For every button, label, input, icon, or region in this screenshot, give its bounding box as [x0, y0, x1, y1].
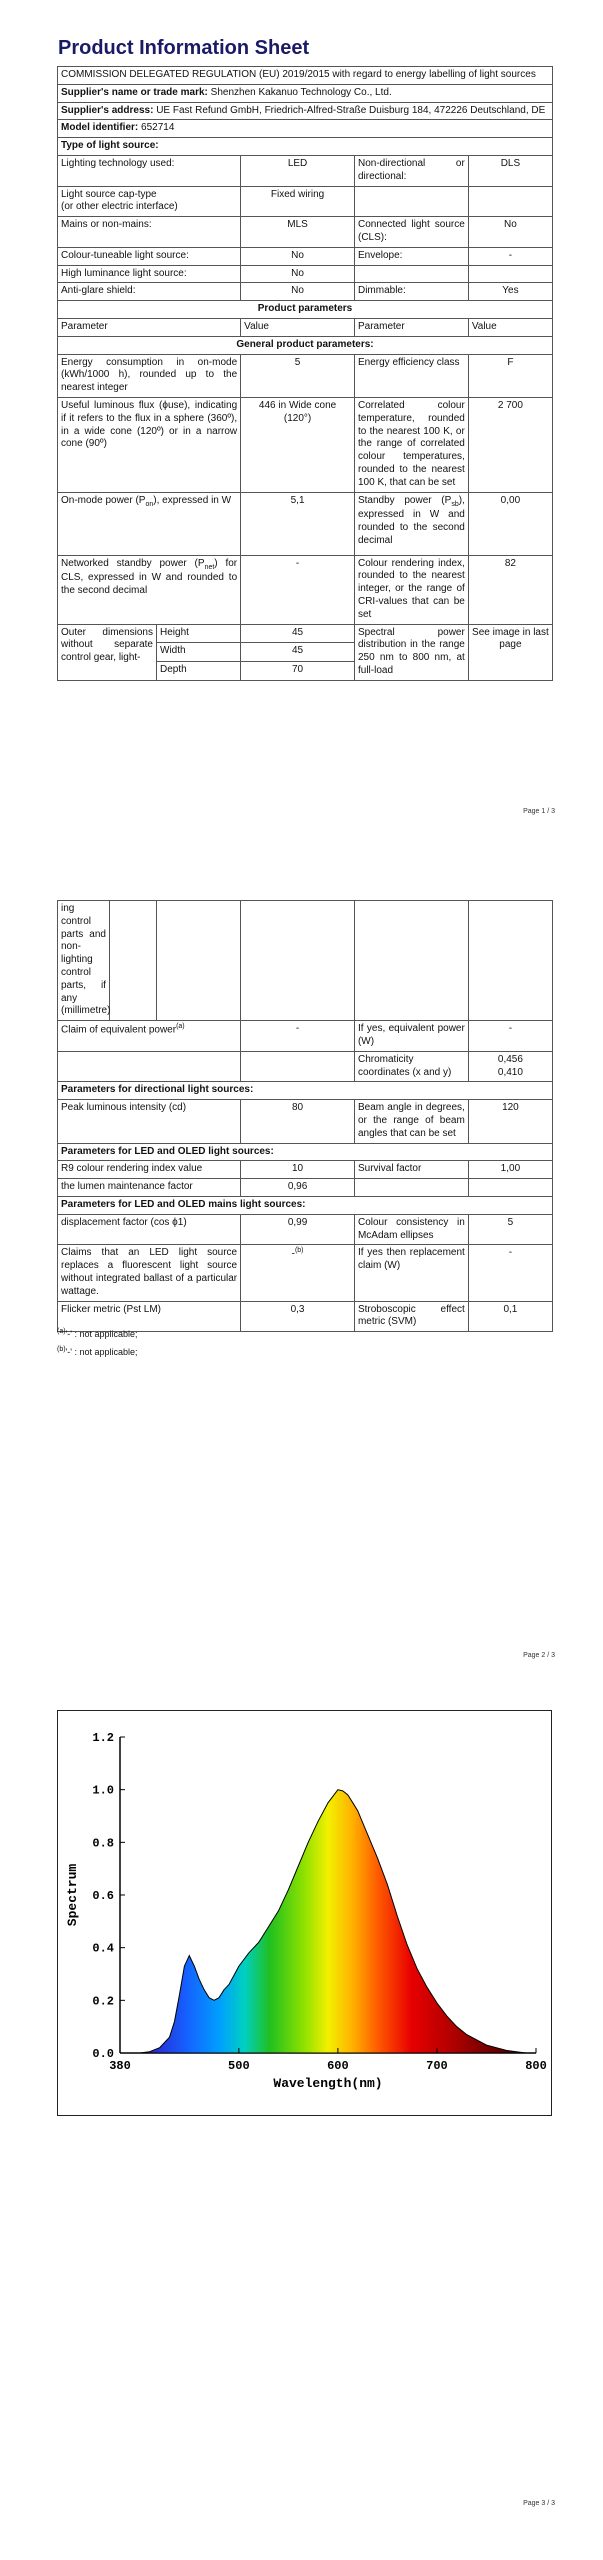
claims-value-text: - — [291, 1248, 295, 1260]
onpower-value: 5,1 — [241, 492, 355, 555]
claims-sup: (b) — [294, 1247, 304, 1255]
type-heading: Type of light source: — [58, 138, 553, 156]
claims-value — [241, 1245, 355, 1301]
chroma-value — [468, 1051, 552, 1082]
y-tick-label: 1.0 — [92, 1783, 114, 1798]
y-tick-label: 1.2 — [92, 1731, 114, 1745]
onpower-sub: on — [145, 500, 154, 508]
spectrum-chart — [58, 1711, 551, 2115]
col-param-header: Parameter — [58, 318, 241, 336]
lumen-value: 0,96 — [241, 1179, 355, 1197]
page-2 — [0, 880, 603, 1680]
highlum-label: High luminance light source: — [58, 265, 241, 283]
y-tick-label: 0.8 — [92, 1836, 114, 1851]
regulation-text: COMMISSION DELEGATED REGULATION (EU) 2019/2015 with regard to energy labelling of light sources — [58, 67, 553, 85]
r9-label: R9 colour rendering index value — [58, 1161, 241, 1179]
page-number-2: Page 2 / 3 — [523, 1652, 555, 1659]
envelope-label: Envelope: — [354, 247, 468, 265]
replacement-label: If yes then replacement claim (W) — [354, 1245, 468, 1301]
spectrum-area — [120, 1790, 536, 2053]
x-tick-label: 500 — [228, 2059, 250, 2073]
outer-dimensions-cont: ing control parts and non-lighting control parts, if any (millimetre) — [58, 901, 110, 1021]
lumen-label: the lumen maintenance factor — [58, 1179, 241, 1197]
tuneable-value: No — [241, 247, 355, 265]
depth-value: 70 — [241, 661, 355, 680]
chart-ylabel: Spectrum — [65, 1863, 80, 1927]
ifyes-label: If yes, equivalent power (W) — [354, 1021, 468, 1052]
replacement-value: - — [468, 1245, 552, 1301]
cri-label: Colour rendering index, rounded to the nearest integer, or the range of CRI-values that can be set — [354, 555, 468, 624]
product-params-heading: Product parameters — [58, 301, 553, 319]
flicker-value: 0,3 — [241, 1301, 355, 1332]
supplier-label: Supplier's name or trade mark: — [61, 86, 208, 98]
strobo-label: Stroboscopic effect metric (SVM) — [354, 1301, 468, 1332]
outer-dimensions-label: Outer dimensions without separate control gear, light- — [58, 624, 157, 680]
spd-label: Spectral power distribution in the range 250 nm to 800 nm, at full-load — [354, 624, 468, 680]
info-table-2 — [57, 900, 553, 1332]
consistency-label: Colour consistency in McAdam ellipses — [354, 1214, 468, 1245]
height-label: Height — [157, 624, 241, 643]
displacement-label: displacement factor (cos ϕ1) — [58, 1214, 241, 1245]
col-value-header: Value — [241, 318, 355, 336]
model-value: 652714 — [141, 122, 175, 134]
peak-value: 80 — [241, 1100, 355, 1143]
netstandby-sub: net — [204, 563, 215, 571]
chroma-label: Chromaticity coordinates (x and y) — [354, 1051, 468, 1082]
displacement-value: 0,99 — [241, 1214, 355, 1245]
equiv-power-label — [58, 1021, 241, 1052]
antiglare-label: Anti-glare shield: — [58, 283, 241, 301]
mains-label: Mains or non-mains: — [58, 217, 241, 248]
lighting-tech-label: Lighting technology used: — [58, 155, 241, 186]
address-row — [58, 102, 553, 120]
page-number-1: Page 1 / 3 — [523, 808, 555, 815]
onpower-label — [58, 492, 241, 555]
directional-heading: Parameters for directional light sources: — [58, 1082, 553, 1100]
peak-label: Peak luminous intensity (cd) — [58, 1100, 241, 1143]
footnote-a-text: '-' : not applicable; — [65, 1329, 138, 1339]
efficiency-label: Energy efficiency class — [354, 354, 468, 397]
cct-label: Correlated colour temperature, rounded to the nearest 100 K, or the range of correlated colour temperatures, rounded to the nearest 100 K, that can be set — [354, 397, 468, 492]
dimmable-value: Yes — [468, 283, 552, 301]
address-label: Supplier's address: — [61, 104, 154, 116]
efficiency-value: F — [468, 354, 552, 397]
cls-value: No — [468, 217, 552, 248]
beam-value: 120 — [468, 1100, 552, 1143]
lighting-tech-value: LED — [241, 155, 355, 186]
footnote-a — [57, 1328, 138, 1341]
footnote-b-mark: (b) — [57, 1346, 66, 1353]
y-tick-label: 0.4 — [92, 1941, 114, 1956]
chroma-x: 0,456 — [497, 1053, 523, 1065]
ifyes-value: - — [468, 1021, 552, 1052]
x-tick-label: 700 — [426, 2059, 448, 2073]
dimmable-label: Dimmable: — [354, 283, 468, 301]
survival-label: Survival factor — [354, 1161, 468, 1179]
flicker-label: Flicker metric (Pst LM) — [58, 1301, 241, 1332]
energy-value: 5 — [241, 354, 355, 397]
general-params-heading: General product parameters: — [58, 336, 553, 354]
nondir-label: Non-directional or directional: — [354, 155, 468, 186]
standby-label — [354, 492, 468, 555]
spectrum-chart-frame — [57, 1710, 552, 2116]
cap-label-line-2: (or other electric interface) — [61, 201, 178, 213]
nondir-value: DLS — [468, 155, 552, 186]
depth-label: Depth — [157, 661, 241, 680]
supplier-row — [58, 84, 553, 102]
equiv-label-text: Claim of equivalent power — [61, 1024, 177, 1036]
y-tick-label: 0.2 — [92, 1994, 114, 2009]
x-tick-label: 380 — [109, 2059, 131, 2073]
equiv-sup: (a) — [176, 1023, 185, 1031]
cls-label: Connected light source (CLS): — [354, 217, 468, 248]
highlum-value: No — [241, 265, 355, 283]
col-value-header-2: Value — [468, 318, 552, 336]
claims-label: Claims that an LED light source replaces a fluorescent light source without integrated ballast of a particular wattage. — [58, 1245, 241, 1301]
document-title: Product Information Sheet — [58, 37, 310, 59]
mains-value: MLS — [241, 217, 355, 248]
cri-value: 82 — [468, 555, 552, 624]
spd-value: See image in last page — [468, 624, 552, 680]
footnote-b-text: '-' : not applicable; — [65, 1347, 138, 1357]
model-row — [58, 120, 553, 138]
width-value: 45 — [241, 643, 355, 662]
mains-heading: Parameters for LED and OLED mains light sources: — [58, 1196, 553, 1214]
standby-sub: sb — [451, 500, 459, 508]
antiglare-value: No — [241, 283, 355, 301]
equiv-power-value: - — [241, 1021, 355, 1052]
model-label: Model identifier: — [61, 122, 139, 134]
supplier-value: Shenzhen Kakanuo Technology Co., Ltd. — [210, 86, 392, 98]
led-heading: Parameters for LED and OLED light sources: — [58, 1143, 553, 1161]
cap-value: Fixed wiring — [241, 186, 355, 217]
survival-value: 1,00 — [468, 1161, 552, 1179]
tuneable-label: Colour-tuneable light source: — [58, 247, 241, 265]
netstandby-label-a: Networked standby power (P — [61, 557, 205, 569]
beam-label: Beam angle in degrees, or the range of beam angles that can be set — [354, 1100, 468, 1143]
cap-label — [58, 186, 241, 217]
y-tick-label: 0.0 — [92, 2047, 114, 2061]
netstandby-label — [58, 555, 241, 624]
cct-value: 2 700 — [468, 397, 552, 492]
onpower-label-b: ), expressed in W — [153, 494, 232, 506]
r9-value: 10 — [241, 1161, 355, 1179]
onpower-label-a: On-mode power (P — [61, 494, 146, 506]
standby-label-a: Standby power (P — [357, 494, 452, 506]
standby-label-b: ), expressed in W and rounded to the second decimal — [357, 494, 465, 547]
chart-xlabel: Wavelength(nm) — [273, 2076, 383, 2091]
energy-label: Energy consumption in on-mode (kWh/1000 h), rounded up to the nearest integer — [58, 354, 241, 397]
x-tick-label: 800 — [525, 2059, 547, 2073]
height-value: 45 — [241, 624, 355, 643]
info-table-1 — [57, 66, 553, 681]
x-tick-label: 600 — [327, 2059, 349, 2073]
address-value: UE Fast Refund GmbH, Friedrich-Alfred-Straße Duisburg 184, 472226 Deutschland, DE — [156, 104, 546, 116]
cap-label-line-1: Light source cap-type — [61, 188, 157, 200]
netstandby-value: - — [241, 555, 355, 624]
chroma-y: 0,410 — [497, 1066, 523, 1078]
netstandby-label-b: ) for CLS, expressed in W and rounded to the second decimal — [61, 557, 238, 597]
flux-label: Useful luminous flux (ϕuse), indicating if it refers to the flux in a sphere (360º), in a wide cone (120º) or in a narrow cone (90º) — [58, 397, 241, 492]
footnote-a-mark: (a) — [57, 1328, 66, 1335]
page-1 — [0, 0, 603, 825]
footnote-b — [57, 1346, 138, 1359]
flux-value: 446 in Wide cone (120°) — [241, 397, 355, 492]
strobo-value: 0,1 — [468, 1301, 552, 1332]
width-label: Width — [157, 643, 241, 662]
consistency-value: 5 — [468, 1214, 552, 1245]
page-number-3: Page 3 / 3 — [523, 2500, 555, 2507]
col-param-header-2: Parameter — [354, 318, 468, 336]
y-tick-label: 0.6 — [92, 1889, 114, 1903]
standby-value: 0,00 — [468, 492, 552, 555]
envelope-value: - — [468, 247, 552, 265]
